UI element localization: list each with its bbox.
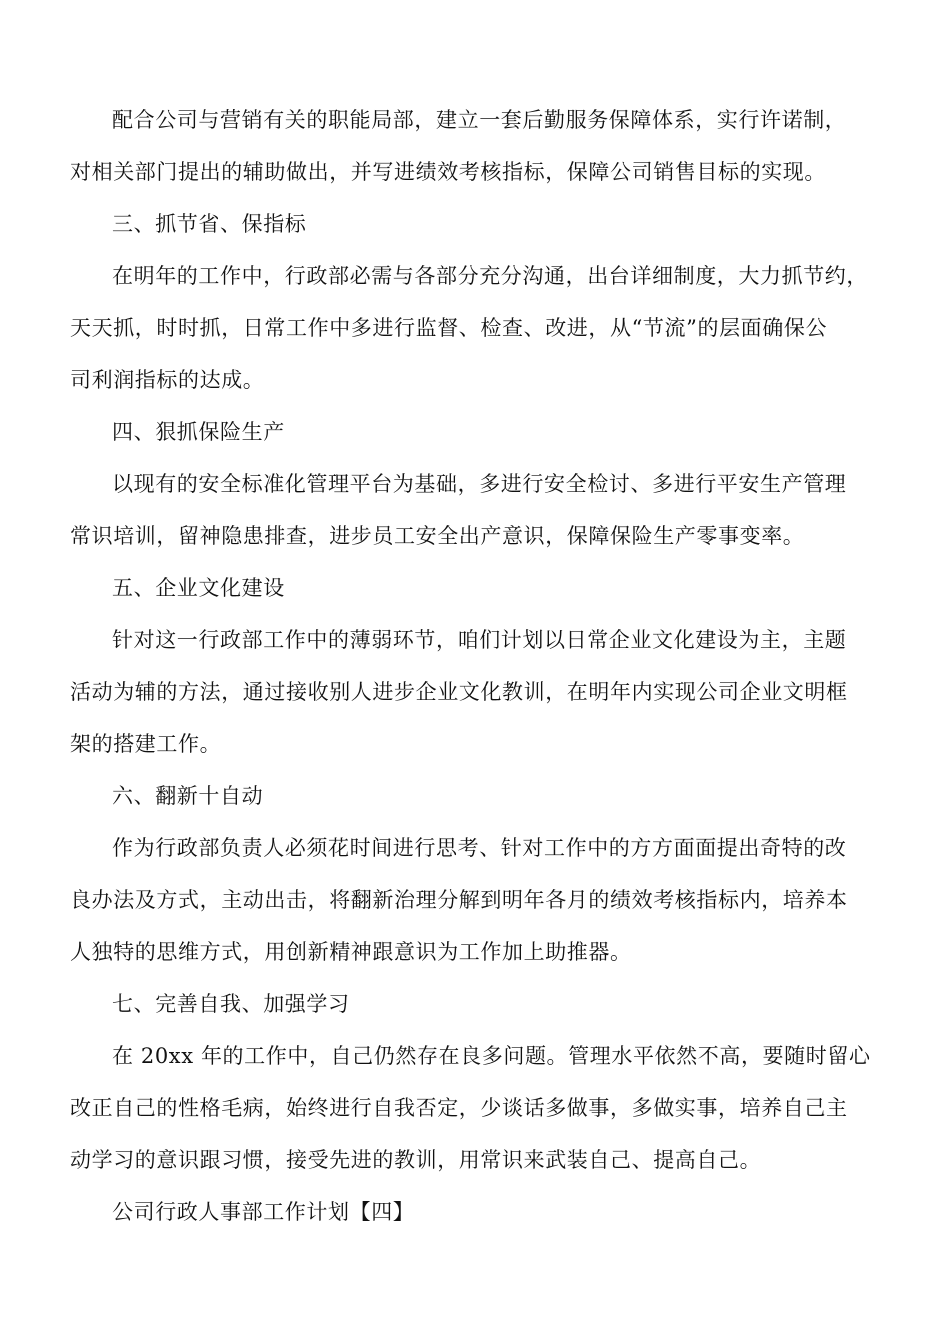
paragraph-line: 在明年的工作中，行政部必需与各部分充分沟通，出台详细制度，大力抓节约， xyxy=(112,264,868,288)
heading-text: 公司行政人事部工作计划【四】 xyxy=(112,1200,415,1224)
paragraph-line: 对相关部门提出的辅助做出，并写进绩效考核指标，保障公司销售目标的实现。 xyxy=(70,160,826,184)
section-heading xyxy=(112,978,888,1030)
paragraph-line: 作为行政部负责人必须花时间进行思考、针对工作中的方方面面提出奇特的改 xyxy=(112,836,847,860)
paragraph-line: 常识培训，留神隐患排查，进步员工安全出产意识，保障保险生产零事变率。 xyxy=(70,524,805,548)
heading-text: 五、企业文化建设 xyxy=(112,576,285,600)
paragraph-line: 人独特的思维方式，用创新精神跟意识为工作加上助推器。 xyxy=(70,940,632,964)
paragraph-line: 针对这一行政部工作中的薄弱环节，咱们计划以日常企业文化建设为主，主题 xyxy=(112,628,847,652)
paragraph-line: 以现有的安全标准化管理平台为基础，多进行安全检讨、多进行平安生产管理 xyxy=(112,472,847,496)
paragraph-line: 天天抓，时时抓，日常工作中多进行监督、检查、改进，从“节流”的层面确保公 xyxy=(70,316,828,340)
paragraph-line: 在 20xx 年的工作中，自己仍然存在良多问题。管理水平依然不高，要随时留心 xyxy=(112,1044,871,1068)
paragraph-line: 司利润指标的达成。 xyxy=(70,368,265,392)
section-heading xyxy=(112,770,888,822)
section-heading xyxy=(112,198,888,250)
document-body xyxy=(70,94,888,1238)
paragraph-line: 改正自己的性格毛病，始终进行自我否定，少谈话多做事，多做实事，培养自己主 xyxy=(70,1096,848,1120)
body-paragraph xyxy=(70,94,888,198)
body-paragraph xyxy=(70,458,888,562)
body-paragraph xyxy=(70,822,888,978)
body-paragraph xyxy=(70,614,888,770)
paragraph-line: 配合公司与营销有关的职能局部，建立一套后勤服务保障体系，实行许诺制， xyxy=(112,108,847,132)
section-heading xyxy=(112,406,888,458)
section-heading xyxy=(112,562,888,614)
heading-text: 四、狠抓保险生产 xyxy=(112,420,285,444)
paragraph-line: 架的搭建工作。 xyxy=(70,732,222,756)
heading-text: 六、翻新十自动 xyxy=(112,784,264,808)
section-heading xyxy=(112,1186,888,1238)
paragraph-line: 活动为辅的方法，通过接收别人进步企业文化教训，在明年内实现公司企业文明框 xyxy=(70,680,848,704)
heading-text: 七、完善自我、加强学习 xyxy=(112,992,350,1016)
paragraph-line: 良办法及方式，主动出击，将翻新治理分解到明年各月的绩效考核指标内，培养本 xyxy=(70,888,848,912)
heading-text: 三、抓节省、保指标 xyxy=(112,212,307,236)
body-paragraph xyxy=(70,1030,888,1186)
paragraph-line: 动学习的意识跟习惯，接受先进的教训，用常识来武装自己、提高自己。 xyxy=(70,1148,762,1172)
body-paragraph xyxy=(70,250,888,406)
